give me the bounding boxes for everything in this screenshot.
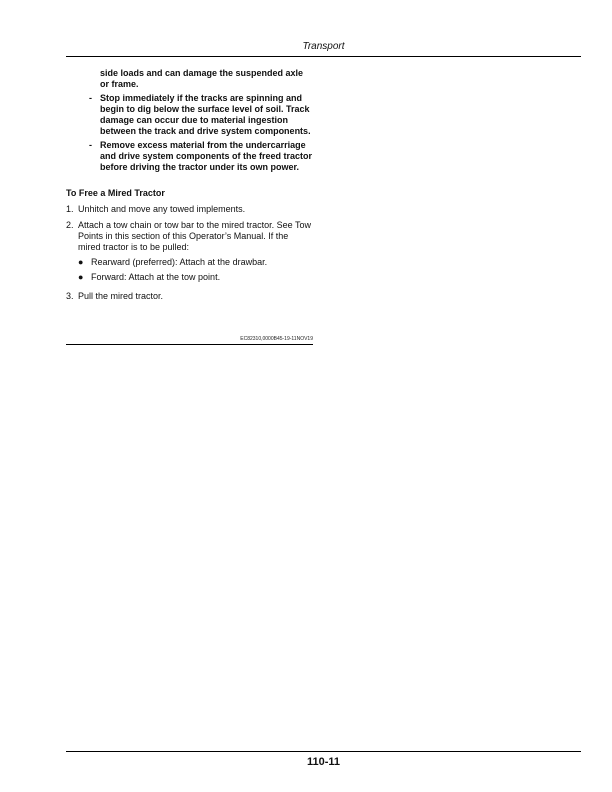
step-number: 1. xyxy=(66,204,74,214)
warning-item-text: Remove excess material from the undercarriage and drive system components of the freed tractor before driving the tractor under its own power. xyxy=(100,140,313,172)
dash-marker: - xyxy=(89,140,92,150)
warning-item xyxy=(89,140,313,173)
bullet-list xyxy=(66,257,313,283)
bullet-item xyxy=(78,272,313,283)
dash-marker: - xyxy=(89,93,92,103)
running-header: Transport xyxy=(302,41,345,52)
warning-continuation: side loads and can damage the suspended axle or frame. xyxy=(100,68,304,89)
bullet-icon: ● xyxy=(78,272,84,282)
reference-code: EC82310,0000B45-19-11NOV19 xyxy=(240,336,313,342)
reference-rule xyxy=(66,344,313,345)
step-number: 2. xyxy=(66,220,74,230)
bullet-text: Forward: Attach at the tow point. xyxy=(91,272,221,282)
procedure-step xyxy=(66,291,313,302)
bullet-item xyxy=(78,257,313,268)
step-text: Pull the mired tractor. xyxy=(78,291,164,301)
header-rule xyxy=(66,56,581,57)
footer-rule xyxy=(66,751,581,752)
step-text: Attach a tow chain or tow bar to the mired tractor. See Tow Points in this section of this Operator’s Manual. If the mired tractor is to be pulled: xyxy=(78,220,311,252)
step-text: Unhitch and move any towed implements. xyxy=(78,204,246,214)
bullet-text: Rearward (preferred): Attach at the drawbar. xyxy=(91,257,268,267)
warning-item-text: Stop immediately if the tracks are spinning and begin to dig below the surface level of soil. Track damage can occur due to material ingestion between the track and drive system components. xyxy=(100,93,311,136)
warning-item xyxy=(89,93,313,137)
procedure-step xyxy=(66,220,313,253)
step-number: 3. xyxy=(66,291,74,301)
section-title: To Free a Mired Tractor xyxy=(66,188,165,198)
procedure-step xyxy=(66,204,313,215)
content-column xyxy=(66,68,313,302)
page-number: 110-11 xyxy=(306,756,341,768)
bullet-icon: ● xyxy=(78,257,84,267)
